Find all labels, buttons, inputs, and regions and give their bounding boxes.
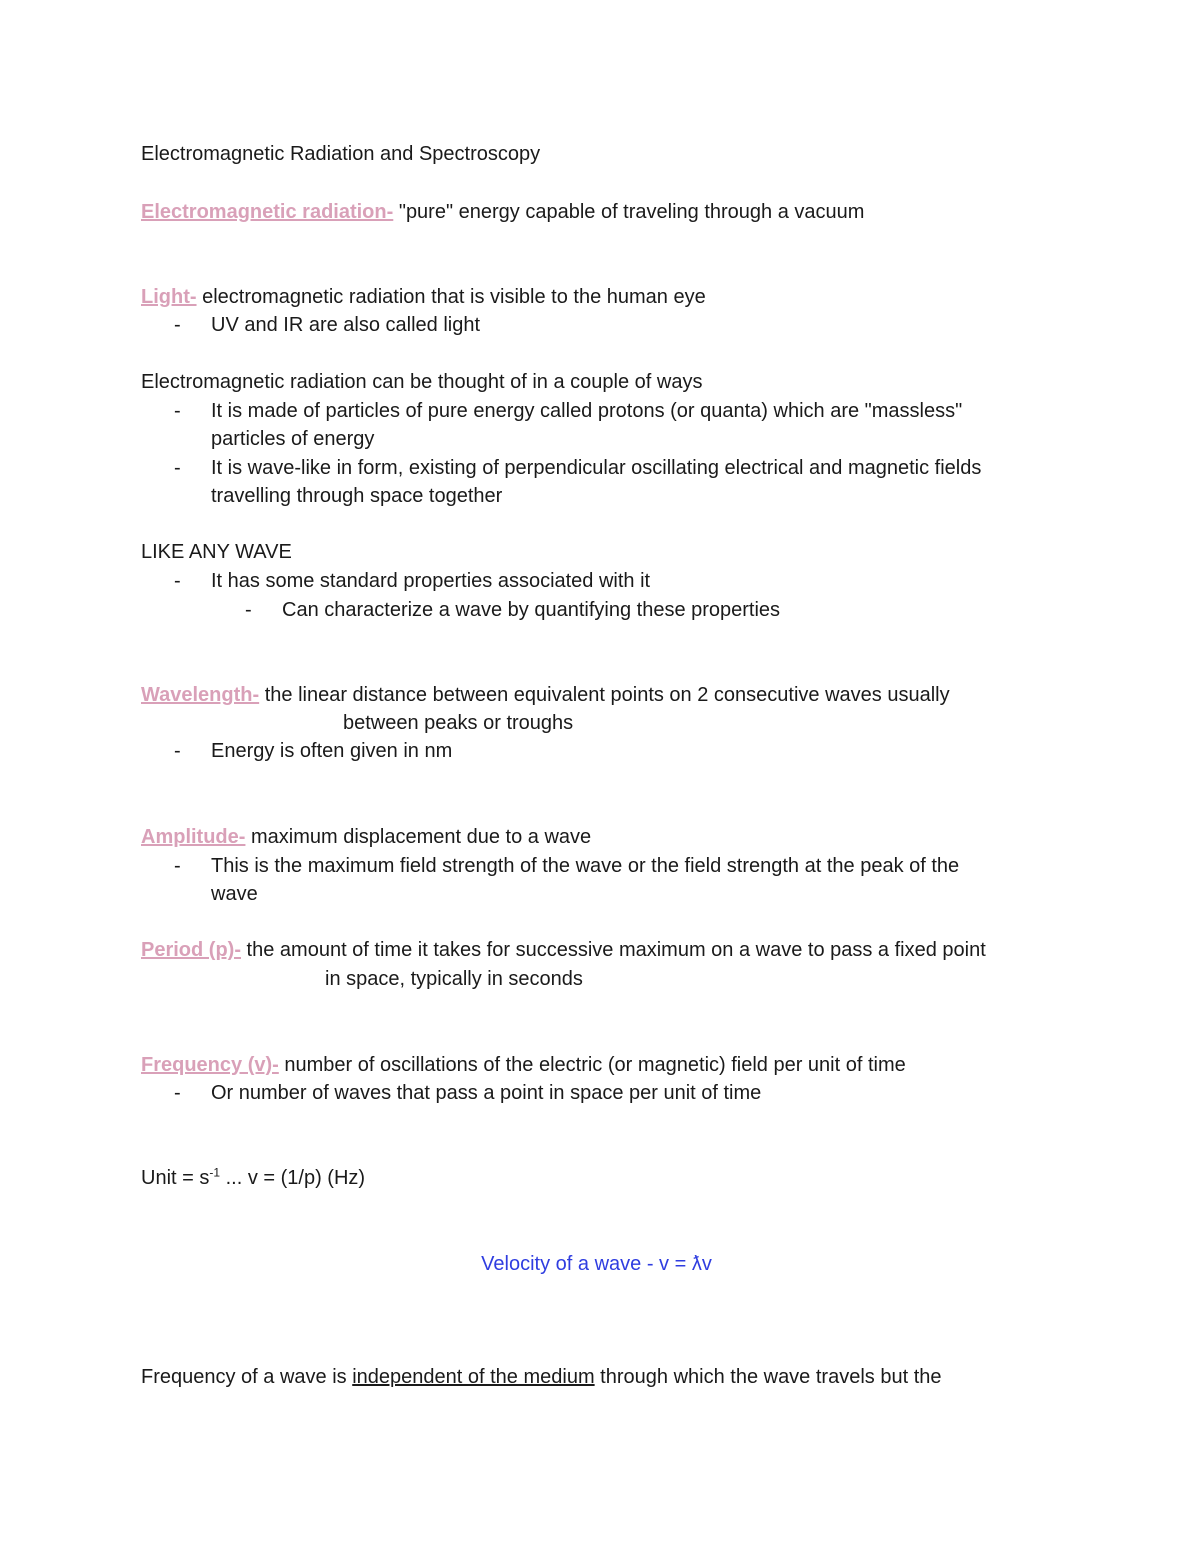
final-text-end: through which the wave travels but the [594, 1366, 942, 1388]
bullet-dash: - [174, 400, 181, 422]
amplitude-text: maximum displacement due to a wave [245, 826, 592, 848]
em-radiation-term: Electromagnetic radiation- [141, 201, 394, 223]
period-text: the amount of time it takes for successive maximum on a wave to pass a fixed point [241, 939, 986, 961]
list-item-continuation: wave [211, 883, 258, 905]
bullet-dash: - [245, 599, 252, 621]
sub-list-item: Can characterize a wave by quantifying these properties [282, 599, 781, 621]
unit-superscript: -1 [209, 1165, 221, 1180]
period-term: Period (p)- [141, 939, 241, 961]
light-term: Light- [141, 286, 197, 308]
list-item: Or number of waves that pass a point in space per unit of time [211, 1082, 762, 1104]
list-item-continuation: travelling through space together [211, 485, 503, 507]
page-title: Electromagnetic Radiation and Spectroscopy [141, 143, 541, 165]
wavelength-term: Wavelength- [141, 684, 260, 706]
unit-formula [141, 1164, 365, 1192]
frequency-text: number of oscillations of the electric (or magnetic) field per unit of time [278, 1054, 906, 1076]
list-item: UV and IR are also called light [211, 314, 481, 336]
bullet-dash: - [174, 314, 181, 336]
wavelength-text: the linear distance between equivalent points on 2 consecutive waves usually [259, 684, 950, 706]
em-radiation-definition [141, 198, 864, 226]
final-paragraph [141, 1363, 942, 1391]
wavelength-definition [141, 681, 950, 709]
ways-intro: Electromagnetic radiation can be thought of in a couple of ways [141, 371, 703, 393]
frequency-term: Frequency (v)- [141, 1054, 279, 1076]
amplitude-term: Amplitude- [141, 826, 246, 848]
light-text: electromagnetic radiation that is visible to the human eye [196, 286, 706, 308]
underlined-phrase: independent of the medium [352, 1366, 595, 1388]
bullet-dash: - [174, 570, 181, 592]
em-radiation-text: "pure" energy capable of traveling through a vacuum [393, 201, 865, 223]
list-item-continuation: particles of energy [211, 428, 375, 450]
period-continuation: in space, typically in seconds [325, 968, 583, 990]
bullet-dash: - [174, 1082, 181, 1104]
unit-prefix: Unit = s [141, 1167, 210, 1189]
unit-suffix: ... v = (1/p) (Hz) [220, 1167, 366, 1189]
wave-heading: LIKE ANY WAVE [141, 541, 292, 563]
final-text-start: Frequency of a wave is [141, 1366, 353, 1388]
list-item: This is the maximum field strength of the wave or the field strength at the peak of the [211, 855, 960, 877]
period-definition [141, 936, 986, 964]
bullet-dash: - [174, 457, 181, 479]
velocity-formula: Velocity of a wave - v = ƛv [481, 1253, 712, 1275]
list-item: It has some standard properties associated with it [211, 570, 651, 592]
bullet-dash: - [174, 740, 181, 762]
bullet-dash: - [174, 855, 181, 877]
list-item: Energy is often given in nm [211, 740, 453, 762]
list-item: It is made of particles of pure energy called protons (or quanta) which are "massless" [211, 400, 963, 422]
wavelength-continuation: between peaks or troughs [343, 712, 574, 734]
amplitude-definition [141, 823, 591, 851]
light-definition [141, 283, 706, 311]
frequency-definition [141, 1051, 906, 1079]
list-item: It is wave-like in form, existing of perpendicular oscillating electrical and magnetic fields [211, 457, 982, 479]
